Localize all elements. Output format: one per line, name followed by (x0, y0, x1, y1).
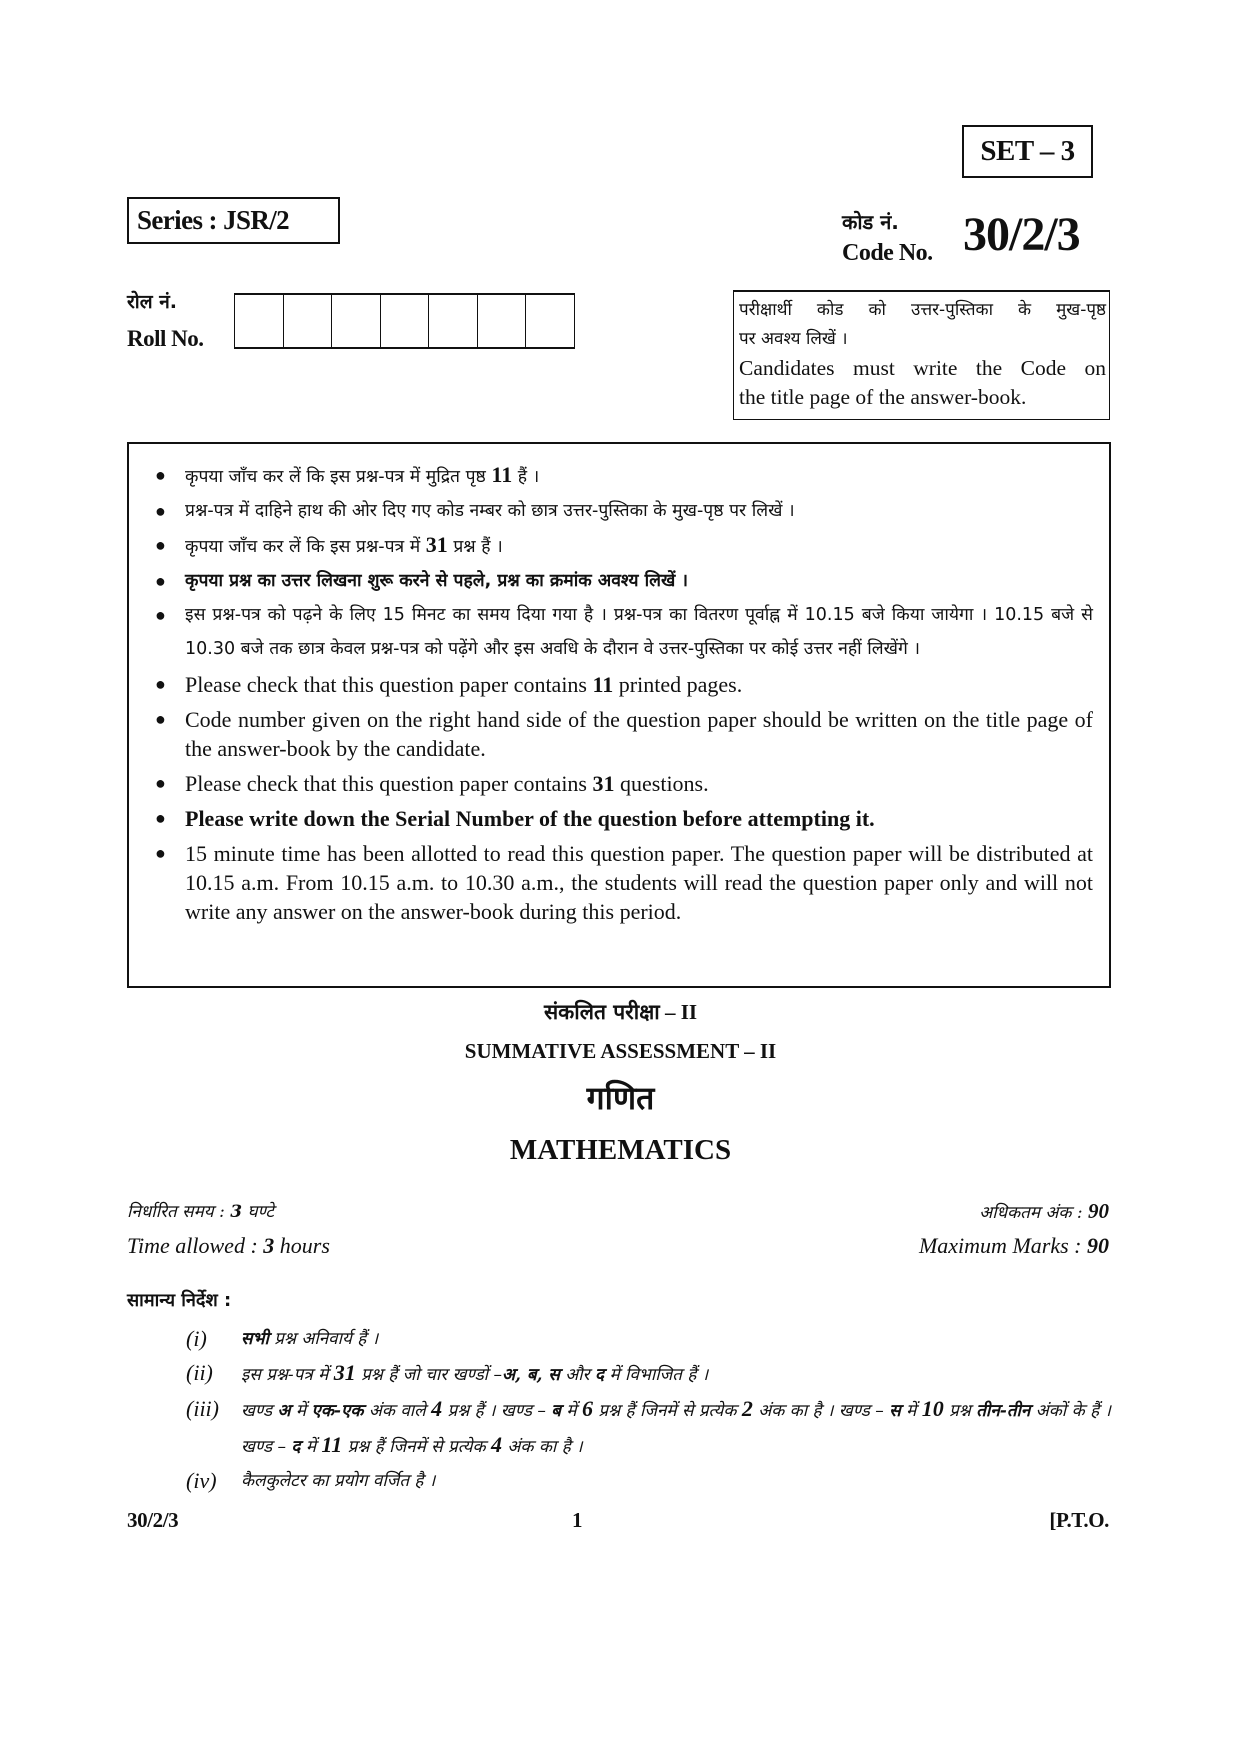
bullet-icon: ● (155, 674, 166, 694)
number: 4 (431, 1396, 443, 1421)
roll-digit-box[interactable] (429, 295, 478, 347)
marks-value: 90 (1087, 1233, 1109, 1258)
code-label-hindi: कोड नं. (842, 210, 899, 234)
emphasis: द (291, 1437, 301, 1457)
roll-digit-box[interactable] (235, 295, 284, 347)
code-label-english: Code No. (842, 240, 933, 266)
number: 6 (582, 1396, 593, 1421)
item-number: (iii) (186, 1396, 219, 1421)
bullet-icon: ● (155, 773, 166, 793)
question-count: 31 (592, 771, 615, 796)
roll-label-hindi: रोल नं. (127, 291, 177, 313)
text: और (559, 1365, 596, 1385)
marks-label: अधिकतम अंक : (979, 1203, 1088, 1223)
instruction-text: कृपया जाँच कर लें कि इस प्रश्न-पत्र में मुद्रित पृष्ठ (185, 467, 492, 487)
instruction-english-serial (145, 804, 1093, 833)
emphasis: द (595, 1365, 605, 1385)
instruction-text: 15 minute time has been allotted to read this question paper. The question paper will be distributed at 10.15 a.m. From 10.15 a.m. to 10.30 a.m., the students will read the question paper only and will not write any answer on the answer-book during this period. (185, 841, 1093, 924)
marks-label: Maximum Marks : (918, 1233, 1087, 1258)
general-instruction-item (186, 1464, 1111, 1498)
emphasis: सभी (241, 1329, 269, 1349)
exam-title-english: SUMMATIVE ASSESSMENT – II (464, 1039, 777, 1063)
set-label: SET – 3 (980, 135, 1075, 167)
instruction-text: प्रश्न-पत्र में दाहिने हाथ की ओर दिए गए कोड नम्बर को छात्र उत्तर-पुस्तिका के मुख-पृष्ठ पर लिखें । (185, 501, 795, 521)
roll-digit-box[interactable] (332, 295, 381, 347)
text: में (900, 1401, 922, 1421)
roll-digit-box[interactable] (284, 295, 333, 347)
instruction-text: Please check that this question paper contains (185, 771, 593, 796)
text: प्रश्न हैं जो चार खण्डों – (355, 1365, 502, 1385)
instruction-english-code (145, 705, 1093, 763)
instruction-text: कृपया प्रश्न का उत्तर लिखना शुरू करने से पहले, प्रश्न का क्रमांक अवश्य लिखें । (185, 571, 689, 591)
emphasis: एक-एक (311, 1401, 364, 1421)
time-unit: घण्टे (242, 1202, 274, 1222)
text: कैलकुलेटर का प्रयोग वर्जित है । (241, 1471, 436, 1491)
text: खण्ड (241, 1401, 278, 1421)
text: प्रश्न हैं जिनमें से प्रत्येक (342, 1437, 491, 1457)
text: में विभाजित हैं । (604, 1365, 709, 1385)
code-note-hindi-line1: परीक्षार्थी कोड को उत्तर-पुस्तिका के मुख-पृष्ठ (739, 300, 1106, 320)
general-instruction-item (186, 1356, 1111, 1392)
series-label: Series : JSR/2 (137, 205, 290, 235)
set-number-box (962, 125, 1093, 178)
time-unit: hours (274, 1233, 330, 1258)
please-turn-over: [P.T.O. (1049, 1508, 1109, 1532)
text: प्रश्न हैं जिनमें से प्रत्येक (593, 1401, 742, 1421)
page-count: 11 (592, 672, 614, 697)
instruction-text: Code number given on the right hand side of the question paper should be written on the title page of the answer-book by the candidate. (185, 707, 1093, 761)
code-note-english-line1: Candidates must write the Code on (739, 356, 1106, 380)
exam-title-hindi-text: संकलित परीक्षा (543, 1000, 660, 1024)
exam-title-hindi (0, 998, 1241, 1026)
instruction-text: प्रश्न हैं । (447, 537, 503, 557)
roll-digit-box[interactable] (381, 295, 430, 347)
text: अंक वाले (363, 1401, 432, 1421)
text: अंक का है । (501, 1437, 583, 1457)
subject-title-english: MATHEMATICS (509, 1134, 732, 1166)
roll-label-english: Roll No. (127, 326, 204, 351)
general-instructions-list (186, 1322, 1111, 1498)
item-number: (ii) (186, 1360, 213, 1385)
instructions-box (127, 442, 1111, 988)
general-instruction-item (186, 1392, 1111, 1464)
number: 31 (333, 1360, 356, 1385)
instruction-hindi-pages (145, 458, 1093, 494)
time-allowed-english (127, 1233, 330, 1259)
emphasis: तीन-तीन (976, 1401, 1031, 1421)
bullet-icon: ● (155, 808, 166, 828)
instruction-english-pages (145, 670, 1093, 699)
bullet-icon: ● (155, 571, 166, 591)
question-count: 31 (425, 532, 448, 557)
text: प्रश्न हैं । खण्ड – (442, 1401, 552, 1421)
time-value: 3 (230, 1202, 243, 1222)
roll-digit-box[interactable] (478, 295, 527, 347)
instruction-text: Please check that this question paper contains (185, 672, 593, 697)
max-marks-english (919, 1233, 1109, 1259)
page-number: 1 (572, 1508, 583, 1532)
emphasis: अ, ब, स (502, 1365, 560, 1385)
general-instructions-heading: सामान्य निर्देश : (127, 1290, 232, 1311)
footer-code: 30/2/3 (127, 1508, 179, 1532)
instruction-text: Please write down the Serial Number of the question before attempting it. (185, 806, 875, 831)
general-instruction-item (186, 1322, 1111, 1356)
number: 2 (741, 1396, 753, 1421)
text: अंकों के हैं । खण्ड – (241, 1401, 1111, 1457)
text: इस प्रश्न-पत्र में (241, 1365, 334, 1385)
number: 11 (321, 1432, 343, 1457)
text: में (561, 1401, 582, 1421)
exam-title-hindi-suffix: – II (659, 1000, 698, 1024)
item-number: (iv) (186, 1468, 217, 1493)
time-allowed-hindi (127, 1199, 274, 1222)
text: में (290, 1401, 312, 1421)
instruction-text: इस प्रश्न-पत्र को पढ़ने के लिए 15 मिनट का समय दिया गया है । प्रश्न-पत्र का वितरण पूर्वाह्न में 10.15 बजे किया जायेगा । 10.15 बजे से 10.30 बजे तक छात्र केवल प्रश्न-पत्र को पढ़ेंगे और इस अवधि के दौरान वे उत्तर-पुस्तिका पर कोई उत्तर नहीं लिखेंगे । (185, 605, 1093, 659)
instruction-text: printed pages. (613, 672, 743, 697)
page-count: 11 (491, 462, 513, 487)
time-value: 3 (263, 1233, 275, 1258)
number: 10 (921, 1396, 944, 1421)
code-instruction-box (733, 290, 1110, 420)
bullet-icon: ● (155, 501, 166, 521)
bullet-icon: ● (155, 843, 166, 863)
emphasis: स (889, 1401, 901, 1421)
subject-title-hindi: गणित (586, 1079, 655, 1117)
instruction-hindi-code (145, 494, 1093, 528)
instruction-text: कृपया जाँच कर लें कि इस प्रश्न-पत्र में (185, 537, 426, 557)
time-label: निर्धारित समय : (127, 1202, 231, 1222)
item-number: (i) (186, 1326, 207, 1351)
emphasis: ब (551, 1401, 562, 1421)
max-marks-hindi (979, 1199, 1109, 1224)
roll-number-boxes (234, 293, 575, 349)
text: में (300, 1437, 322, 1457)
text: अंक का है । खण्ड – (752, 1401, 890, 1421)
marks-value: 90 (1088, 1199, 1109, 1223)
number: 4 (490, 1432, 502, 1457)
roll-digit-box[interactable] (526, 295, 575, 347)
bullet-icon: ● (155, 465, 166, 485)
code-note-hindi-line2: पर अवश्य लिखें । (739, 329, 848, 349)
series-box (127, 197, 340, 244)
text: प्रश्न अनिवार्य हैं । (268, 1329, 379, 1349)
emphasis: अ (277, 1401, 291, 1421)
instruction-hindi-serial (145, 564, 1093, 598)
instruction-text: questions. (614, 771, 709, 796)
instruction-english-reading-time (145, 839, 1093, 926)
instruction-text: हैं । (512, 467, 540, 487)
bullet-icon: ● (155, 605, 166, 625)
text: प्रश्न (943, 1401, 977, 1421)
instruction-english-questions (145, 769, 1093, 798)
time-label: Time allowed : (127, 1233, 264, 1258)
instruction-hindi-questions (145, 528, 1093, 564)
bullet-icon: ● (155, 709, 166, 729)
code-number: 30/2/3 (963, 208, 1080, 261)
code-note-english-line2: the title page of the answer-book. (739, 385, 1027, 409)
bullet-icon: ● (155, 535, 166, 555)
instruction-hindi-reading-time (145, 598, 1093, 666)
